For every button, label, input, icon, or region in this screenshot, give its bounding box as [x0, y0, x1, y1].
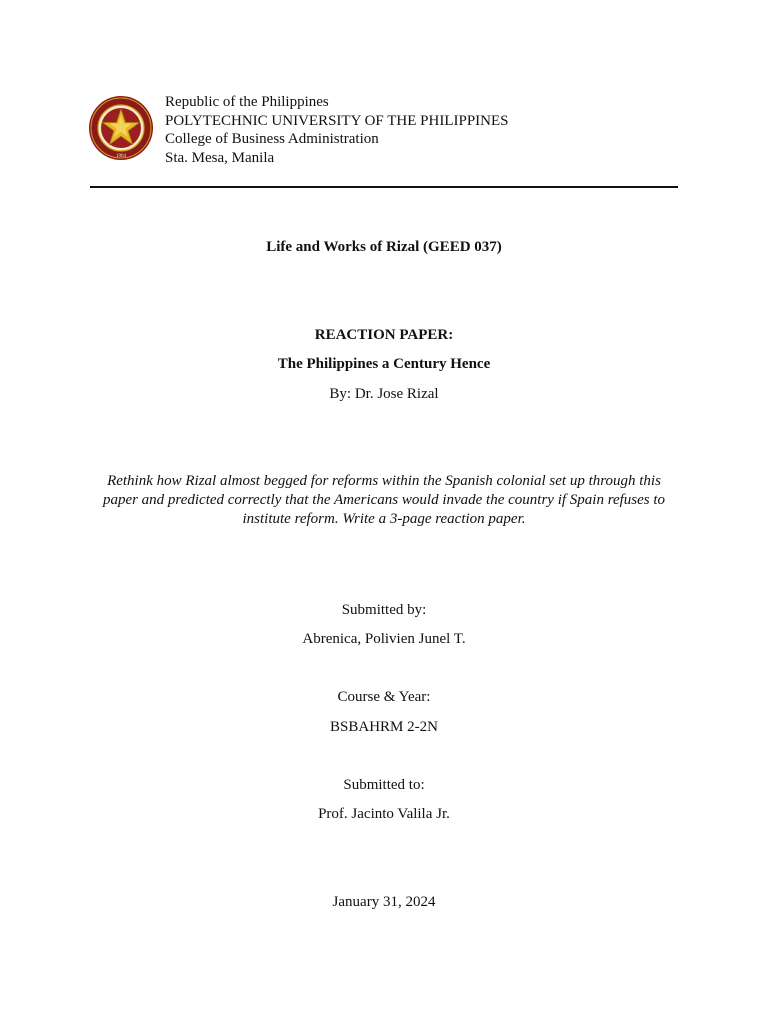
submitted-to-value: Prof. Jacinto Valila Jr.: [318, 806, 450, 822]
paper-type: REACTION PAPER:: [314, 327, 454, 343]
submitted-by-value: Abrenica, Polivien Junel T.: [302, 631, 466, 647]
submission-date: January 31, 2024: [332, 894, 436, 910]
submitted-to-label: Submitted to:: [343, 777, 425, 793]
pup-seal-icon: [88, 95, 154, 161]
course-year-label: Course & Year:: [337, 689, 431, 705]
letterhead-address: Sta. Mesa, Manila: [165, 149, 275, 166]
paper-title: The Philippines a Century Hence: [277, 356, 491, 372]
paper-author: By: Dr. Jose Rizal: [329, 386, 439, 402]
letterhead: [165, 93, 509, 167]
course-title: Life and Works of Rizal (GEED 037): [266, 239, 502, 255]
seal-year: 1904: [116, 154, 126, 159]
assignment-prompt: Rethink how Rizal almost begged for reforms within the Spanish colonial set up through this paper and predicted correctly that the Americans would invade the country if Spain refuses to institute reform. Write a 3-page reaction paper.: [102, 473, 666, 528]
letterhead-republic: Republic of the Philippines: [165, 94, 329, 110]
letterhead-college: College of Business Administration: [165, 131, 379, 148]
course-year-value: BSBAHRM 2-2N: [330, 719, 438, 735]
header-divider: [90, 186, 678, 188]
submitted-by-label: Submitted by:: [341, 602, 427, 618]
letterhead-university: POLYTECHNIC UNIVERSITY OF THE PHILIPPINES: [165, 112, 509, 129]
